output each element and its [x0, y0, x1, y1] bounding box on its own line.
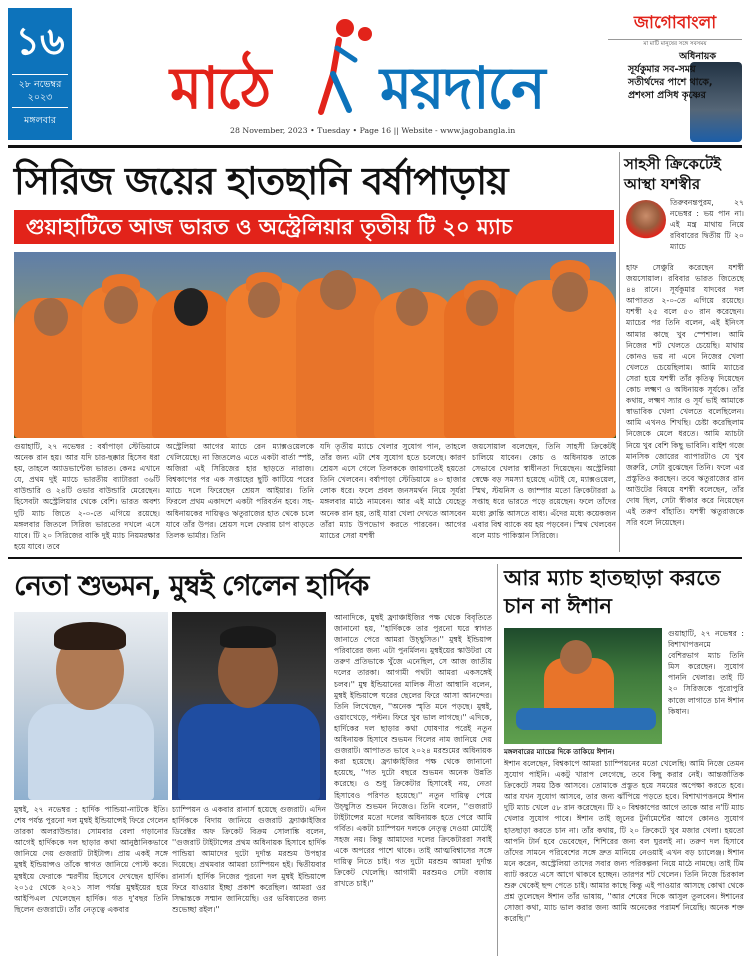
story3-photo-ishan — [504, 628, 662, 744]
side-body-intro: তিরুবনন্তপুরম, ২৭ নভেম্বর : ভয় পান না। এই মন্ত্র মাথায় নিয়ে রবিবারের দ্বিতীয় টি ২০ ম্যাচে — [670, 198, 744, 252]
story3-caption: মঙ্গলবারের ম্যাচের দিকে তাকিয়ে ঈশান। — [504, 748, 615, 756]
story1-subhead: গুয়াহাটিতে আজ ভারত ও অস্ট্রেলিয়ার তৃতীয় টি ২০ ম্যাচ — [14, 210, 614, 244]
brand-logo — [608, 10, 742, 49]
footballer-logo-icon — [303, 14, 373, 118]
teaser-text: সূর্যকুমার সব-সময় সতীর্থদের পাশে থাকে, প্রশংসা প্রসিধ কৃষ্ণের — [628, 64, 713, 101]
story3-headline: আর ম্যাচ হাতছাড়া করতে চান না ঈশান — [504, 566, 721, 618]
story2-column-2: চ্যাম্পিয়ন ও একবার রানার্স হয়েছে গুজরাট। এদিন হার্দিককে বিদায় জানিয়ে গুজরাট ফ্র্যাঞ্চাইজির ডিরেক্টর অফ ক্রিকেট বিক্রম সোলাঙ্কি বলেন, ''গুজরাট টাইটান্সের প্রথম অধিনায়ক হিসাবে হার্দিক পান্ডিয়া আমাদের দুটো দুর্দান্ত মরশুম উপহার দিয়েছে। প্রথমবার আমরা চ্যাম্পিয়ন হই। দ্বিতীয়বার রানার্স। হার্দিক নিজের পুরনো দল মুম্বই ইন্ডিয়ান্সে ফিরে যাওয়ার ইচ্ছা প্রকাশ করেছিল। আমরা ওর সিদ্ধান্তকে সম্মান জানিয়েছি। ওর ভবিষ্যতের জন্য শুভেচ্ছা রইল।'' — [172, 805, 326, 914]
date-box — [12, 74, 68, 108]
story2-column-1: মুম্বই, ২৭ নভেম্বর : হার্দিক পান্ডিয়া-নাটকে ইতি। শেষ পর্যন্ত পুরনো দল মুম্বই ইন্ডিয়ান্সেই ফিরে গেলেন তারকা অলরাউন্ডার। সোমবার বেলা গড়ানোর আগেই হার্দিককে দল ছাড়ার কথা আনুষ্ঠানিকভাবে জানিয়ে দেয় গুজরাট টাইটান্স। প্রায় একই সঙ্গে মুম্বই ইন্ডিয়ান্সও তাঁকে স্বাগত জানিয়ে পোস্ট করে। মুম্বইয়ে ফেরাকে স্মরণীয় হিসেবে দেখছেন হার্দিক। ২০১৫ থেকে ২০২১ সাল পর্যন্ত মুম্বইয়ের হয়ে আইপিএল খেলেছেন হার্দিক। গত দু'বছর তিনি ছিলেন গুজরাটে। তাঁর নেতৃত্বে একবার — [14, 805, 168, 914]
masthead-left: মাঠে — [170, 54, 270, 122]
column-divider — [497, 564, 498, 956]
teaser-kicker: অধিনায়ক — [679, 51, 716, 62]
story2-photo-shubman — [14, 612, 168, 800]
page-number: ১৬ — [15, 18, 65, 63]
page-number-box — [8, 8, 72, 140]
story1-column-1: গুয়াহাটি, ২৭ নভেম্বর : বর্ষাপাড়া স্টেডিয়ামে অনেক রান হয়। আর যদি চার-ছক্কার হিসেব ধরা হয়, তাহলে অ্যাডভান্টেজ ভারত। কেনঃ এখানে যে, প্রথম দুই ম্যাচে ভারতীয় ব্যাটাররা ৩৬টি বাউন্ডারি ও ২৪টি ওভার বাউন্ডারি মেরেছেন। হিসেবটা অস্ট্রেলিয়ার থেকে বেশি। ভারত অবশ্য দুটি ম্যাচ জিতে ২-০-তে এগিয়ে রয়েছে। মঙ্গলবার জিতলে সিরিজ ভারতের দখলে এসে যাবে। টি ২০ সিরিজের বাকি দুই ম্যাচ নিয়মরক্ষার হয়ে যাবে। তবে — [14, 442, 160, 551]
story2-headline: নেতা শুভমন, মুম্বই গেলেন হার্দিক — [14, 569, 369, 602]
date-line2: ২০২৩ — [27, 92, 53, 103]
story2-column-3: আনাদিকে, মুম্বই ফ্র্যাঞ্চাইজির পক্ষ থেকে বিবৃতিতে জানানো হয়, ''হার্দিককে তার পুরনো ঘরে স্বাগত জানাতে পেরে আমরা উচ্ছ্বসিত।'' মুম্বই ইন্ডিয়ান্স পরিবারের জন্য এটা পুনর্মিলন। মুম্বইয়ের স্কাউটরা যে তরুণ প্রতিভাকে খুঁজে এনেছিল, সে আজ জাতীয় দলের তারকা। আগামী পথটা আমরা একসঙ্গেই চলব।'' মুম্ব ইন্ডিয়ানের মালিক নীতা আম্বানি বলেন, মুম্বই ইন্ডিয়ান্সে ঘরের ছেলের ফিরে আসা আনন্দের। তিনি লিখেছেন, ''অনেক স্মৃতি মনে পড়ছে। মুম্বই, ওয়াংখেড়ে, পল্টন। ফিরে খুব ভাল লাগছে।'' এদিকে, হার্দিকের দল ছাড়ার কথা ঘোষণার পরেই নতুন অধিনায়ক হিসাবে শুভমন গিলের নাম জানিয়ে দেয় গুজরাট। আপাতত ভাবে ২০২৪ মরশুমের অধিনায়ক করা হয়েছে। ফ্র্যাঞ্চাইজির পক্ষ থেকে জানানো হয়েছে, ''গত দুটো বছরে শুভমন অনেক উন্নতি করেছে। ও শুধু ক্রিকেটার হিসাবেই নয়, নেতা হিসাবেও পরিণত হয়েছে।'' নতুন দায়িত্ব পেয়ে উচ্ছ্বসিত শুভমন নিজেও। তিনি বলেন, ''গুজরাট টাইটান্সের মতো দলের অধিনায়ক হতে পেরে আমি গর্বিত। একটা চ্যাম্পিয়ন দলকে নেতৃত্ব দেওয়া মোটেই সহজ নয়। কিন্তু আমাদের দলের ক্রিকেটাররা সবাই একে অপরের পাশে থাকে। তাই আত্মবিশ্বাসের সঙ্গে দায়িত্ব নিতে চাই। গত দুটো মরশুম আমরা দুর্দান্ত ক্রিকেট খেলেছি। আগামী মরশুমও সেটা বজায় রাখতে চাই।'' — [334, 613, 492, 889]
story1-team-photo — [14, 252, 616, 438]
date-line1: ২৮ নভেম্বর — [18, 79, 62, 90]
column-divider — [619, 152, 620, 552]
story1-column-4: জয়সোয়াল বলেছেন, তিনি সাহসী ক্রিকেটই চালিয়ে যাবেন। কোচ ও অধিনায়ক তাকে সেভাবে খেলার স্বাধীনতা দিয়েছেন। অস্ট্রেলিয়া স্বেক্ষে বড় সমস্যা হয়েছে এটাই যে, ম্যাক্সওয়েল, স্মিথ, স্টয়নিস ও জাম্পার মতো ক্রিকেটাররা ৯ সপ্তাহ ধরে ভারতে পড়ে রয়েছেন। ফলে তাঁদের মধ্যে ক্লান্তি আসতে বাধ্য। এঁদের মধ্যে কয়েকজন এবার বিশ্ব ব্যাকে বয় হয় পড়বেন। স্মিথ খেলবেন বলে ম্যাচ পাকিস্তান সিরিজে। — [472, 442, 616, 540]
masthead — [170, 14, 590, 122]
day-label: মঙ্গলবার — [24, 115, 56, 126]
section-rule — [8, 557, 742, 559]
masthead-right: ময়দানে — [380, 54, 544, 122]
header-rule — [8, 145, 742, 148]
side-player-photo — [626, 200, 666, 240]
story3-column-2: ঈশান বলেছেন, বিশ্বকাপে আমরা চ্যাম্পিয়নের মতো খেলেছি। আমি নিজে তেমন সুযোগ পাইনি। একটু খারাপ লেগেছে, তবে কিছু করার নেই। আন্তর্জাতিক ক্রিকেটে সময় ঠিক আসবে। তোমাকে প্রস্তুত হয়ে সময়ের অপেক্ষা করতে হবে। আর যখন সুযোগ আসবে, তার জন্য ঝাঁপিয়ে পড়তে হবে। বিশাখাপত্তনমে ঈশান দুটি ম্যাচ খেলে ৫৮ রান করেছেন। টি ২০ বিশ্বকাপের আগে তাকে আর ন'টি ম্যাচ খেলার সুযোগ পাবে। ঈশান তাই জুনের টুর্নামেন্টের আগে কোনও সুযোগ হাতছাড়া করতে চান না। তাঁর কথায়, টি ২০ ক্রিকেটে খুব মজার খেলা। হয়তো আপনি টার্ন হবে ভেবেছেন, শিশিরের জন্য বল ঘুরলই না। তরুণ দল হিসাবে তাঁদের সামনে পরিবেশের সঙ্গে দ্রুত মানিয়ে নেওয়াই এখন বড় চ্যালেঞ্জ। ঈশান মনে করেন, অস্ট্রেলিয়া তাদের সবার জন্য পরিকল্পনা নিয়ে মাঠে নামছে। তাই টিম ব্যাট করতে এসে আগে থাকবে হচ্ছেন। তারপর শট খেলেন। তিনি নিজে চিরকাল শুরু থেকেই ছন্দ পেতে চাই। আমার কাছে কিন্তু এই পাওয়ার আসছে কোথা থেকে প্রশ্ন তুলেছেন ঈশান তাঁর ভাষায়, ''আর শেষের দিকে আসুল তুলবেন। ঈশানের সোজা কথা, ম্যাচ ভাল করার জন্য আমি অনেকের পরামর্শ নিয়েছি। অনেক শক্ত করেছি।'' — [504, 759, 744, 924]
story2-photo-hardik — [172, 612, 326, 800]
brand-name: জাগোবাংলা — [633, 13, 717, 33]
side-headline: সাহসী ক্রিকেটেই আস্থা যশস্বীর — [624, 155, 721, 193]
side-body: হাফ সেঞ্চুরি করেছেন যশস্বী জয়সোয়াল। রবিবার ভারত জিতেছে ৪৪ রানে। সূর্যকুমার যাদবের দল আপাতত ২-০-তে এগিয়ে রয়েছে। যশস্বী ২৫ বলে ৫৩ রান করেছেন। ম্যাচের পর তিনি বলেন, এই ইনিংস আমার কাছে খুব স্পেশাল। আমি নিজের শট খেলতে চেয়েছি। মাথায় কোনও ভয় না এনে নিজের খেলা খেলতে চেয়েছিলাম। আমি ম্যাচের সেরা হয়ে যশস্বী তাঁর কৃতিত্ব দিয়েছেন কোচ লক্ষ্মণ ও অধিনায়ক সূর্যকে। তাঁর কথায়, লক্ষ্মণ স্যার ও সূর্য ভাই আমাকে স্বাভাবিক খেলা খেলতে বলেছিলেন। আমি এখনও শিখছি। চেষ্টা করেছিলাম নিজেকে মেলে ধরতে। আমি ম্যাচটা নিয়ে খুব বেশি কিছু ভাবিনি। বাইশ গজে মানসিক জোরের ব্যাপারটাও যে খুব জরুরি, সেটা বুঝেছেন তিনি। ফলে এর প্রস্তুতিও করছেন। তবে ঋতুরাজের রান আউটের বিষয়ে যশস্বী বলেছেন, তাঁর দোষ ছিল, সেটা স্বীকার করে নিয়েছেন এই তরুণ বাঁহাতি। যশস্বী ঋতুরাজকে সরি বলে নিয়েছেন। — [626, 263, 744, 528]
page-meta: 28 November, 2023 • Tuesday • Page 16 || Website - www.jagobangla.in — [230, 126, 516, 135]
story3-column-1: গুয়াহাটি, ২৭ নভেম্বর : বিশাখাপত্তনমে বেশিরভাগ ম্যাচ তিনি মিস করেছেন। সুযোগ পাননি খেলার। তাই টি ২০ সিরিজকে পুরোপুরি কাজে লাগাতে চান ঈশান কিষান। — [668, 629, 744, 716]
story1-headline: সিরিজ জয়ের হাতছানি বর্ষাপাড়ায় — [14, 159, 508, 203]
brand-tagline: মা মাটি মানুষের সঙ্গে সবসময় — [608, 39, 742, 49]
story1-column-3: যদি তৃতীয় ম্যাচে খেলার সুযোগ পান, তাহলে তাঁর জন্য এটা শেষ সুযোগ হতে চলেছে। কারণ শ্রেয়স এসে গেলে তিলককে জায়গাতেই হয়তো তিনি খেলবেন। বর্ষাপাড়া স্টেডিয়ামে ৪০ হাজার লোক ধরে। ফলে প্রবল জনসমর্থন নিয়ে সূর্যরা মঙ্গলবার মাঠে নামবেন। আর এই মাঠে যেহেতু অনেক রান হয়, তাই যারা খেলা দেখতে আসবেন তাঁরা ম্যাচ উপভোগ করতে পারবেন। আগের ম্যাচের সেরা যশস্বী — [320, 442, 466, 540]
teaser — [596, 50, 716, 102]
story1-column-2: অস্ট্রেলিয়া আগের ম্যাচে রেন ম্যাক্সওয়েলকে খেলিয়েছে। না জিতলেও এতে একটা বার্তা স্পষ্ট, অজিরা এই সিরিজের হার ছাড়তে নারাজ। বিশ্বকাপের পর এক সপ্তাহের ছুটি কাটিয়ে পরের ম্যাচে দলে ফিরেছেন শ্রেয়স আইয়ার। তিনি ফিরলে প্রথম একাদশে একটা পরিবর্তন হবে। সহ-অধিনায়কের দায়িত্বও ঋতুরাজের হাত থেকে চলে যাবে তাঁর উপর। শ্রেয়স দলে ফেরায় চাপ বাড়তে তিলক ভার্মার। তিনি — [166, 442, 314, 540]
